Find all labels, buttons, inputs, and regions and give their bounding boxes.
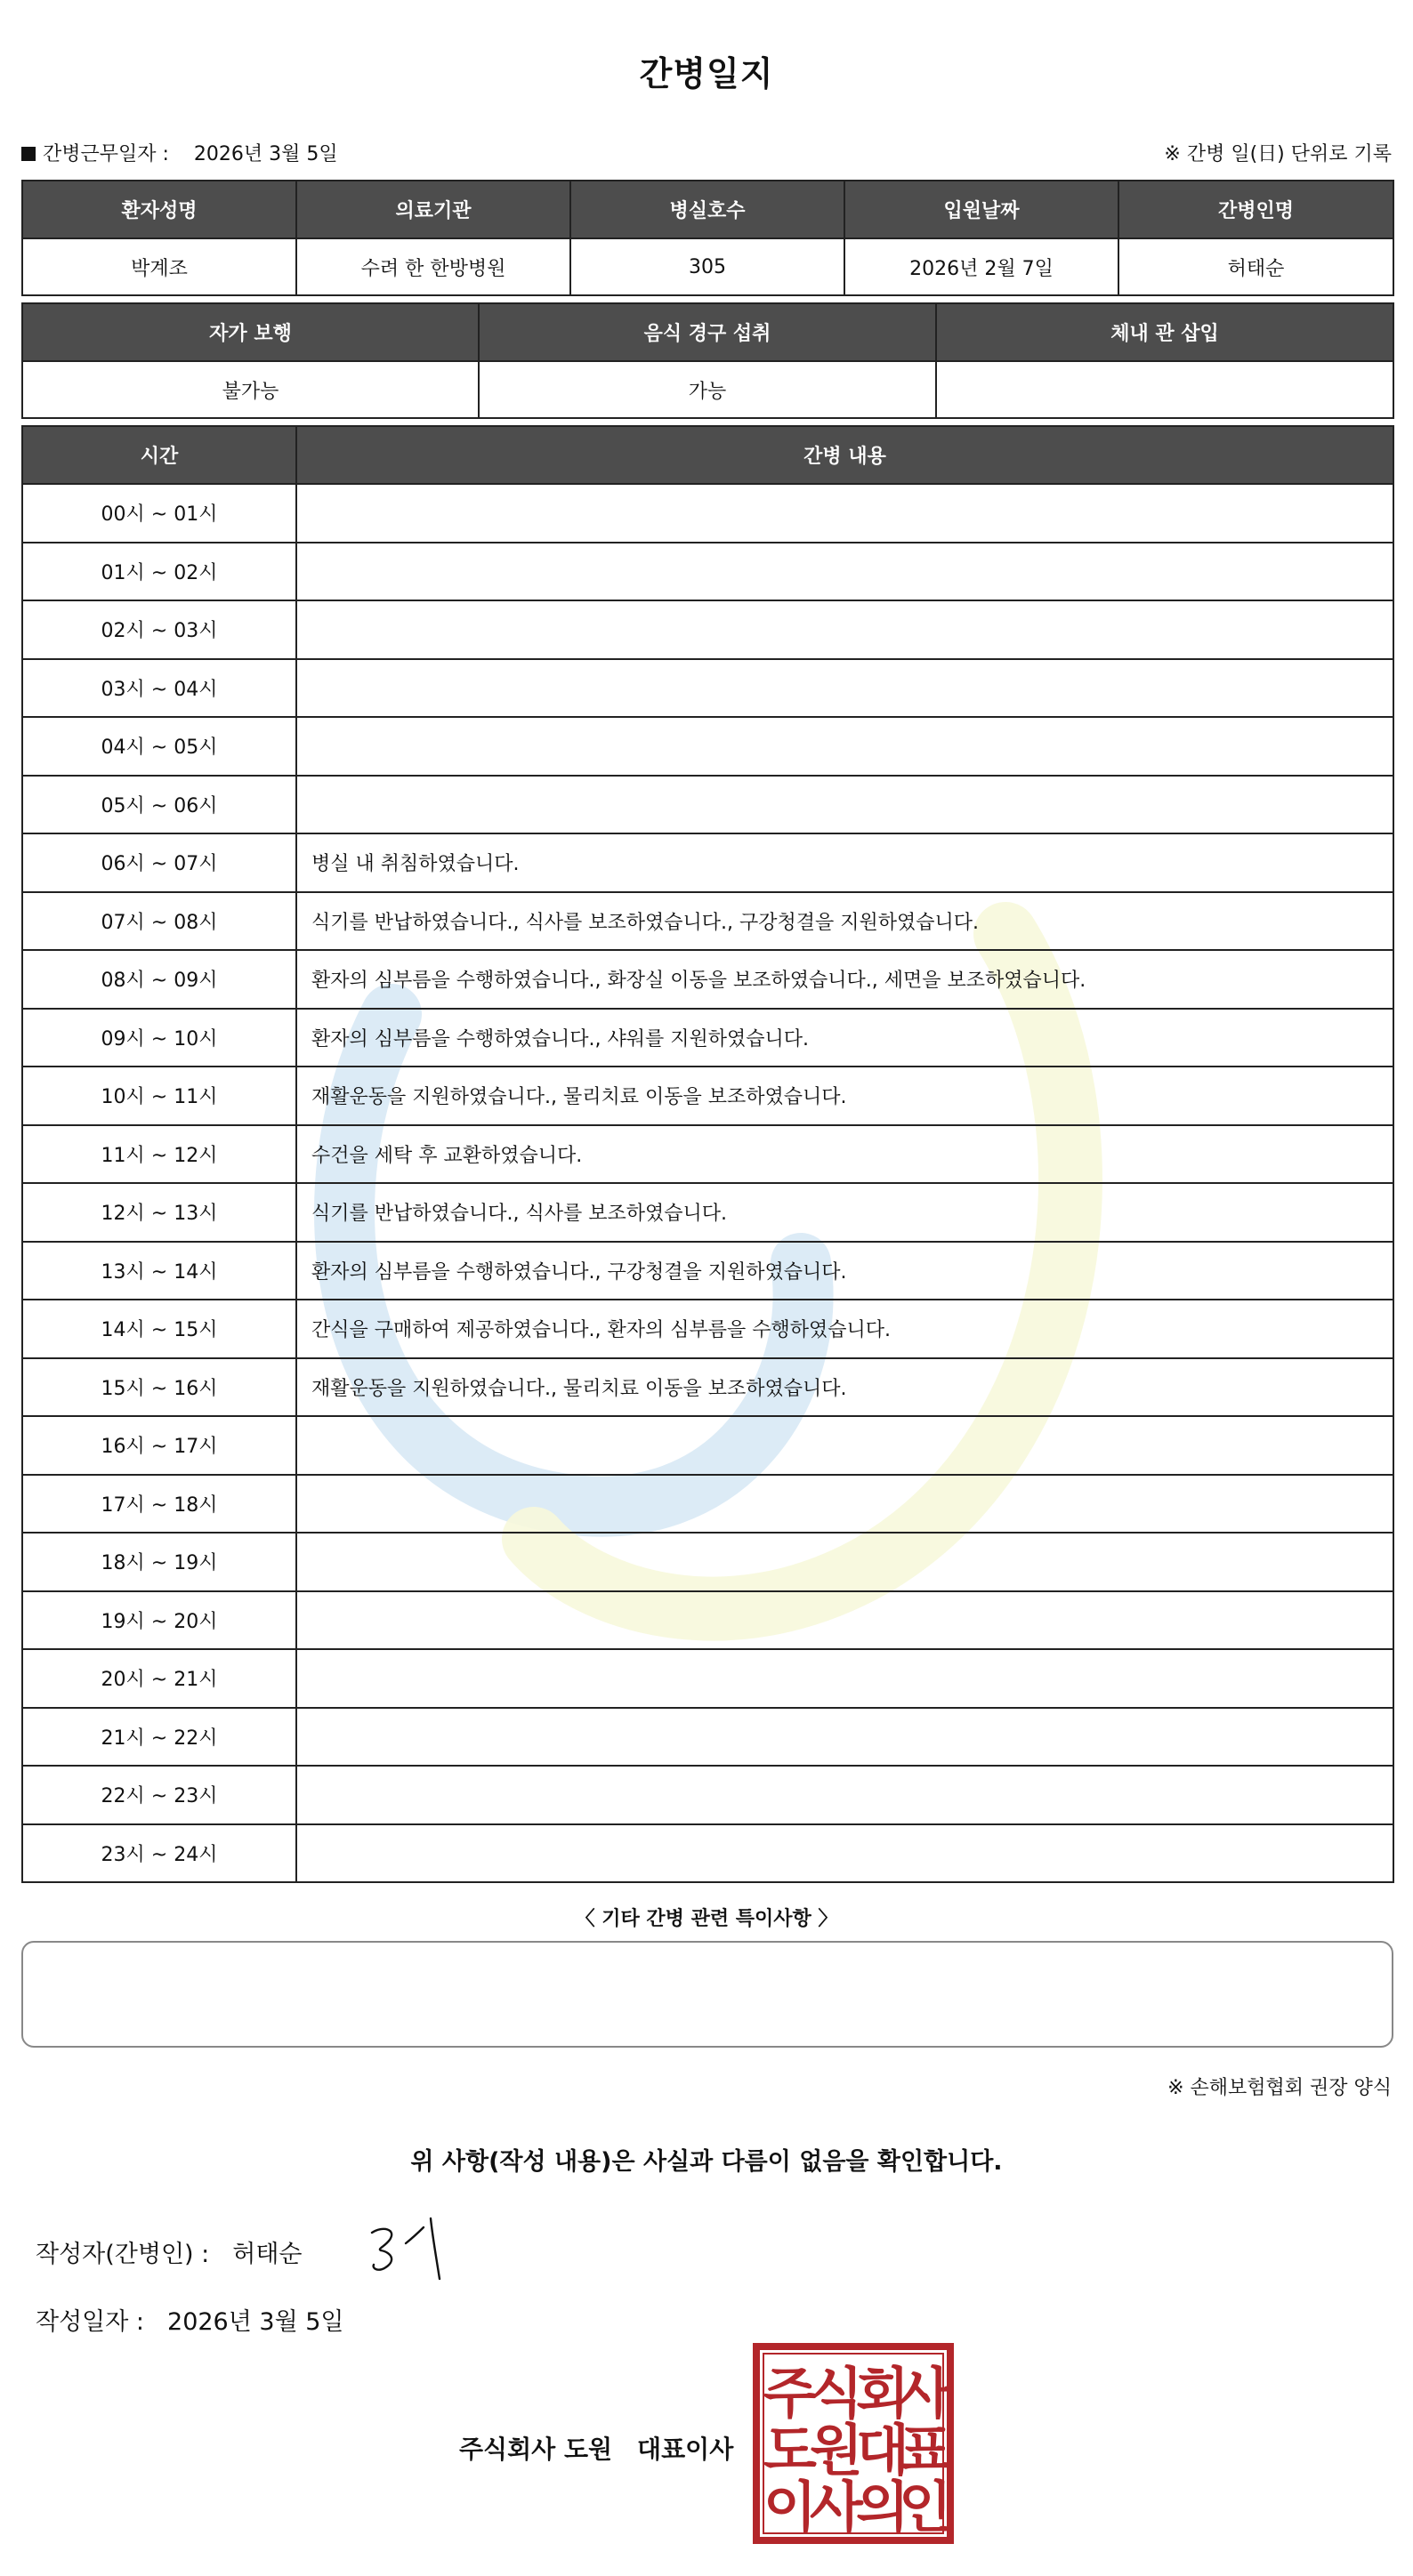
care-note — [296, 659, 1393, 718]
care-note: 병실 내 취침하였습니다. — [296, 833, 1393, 892]
header-patient-name: 환자성명 — [22, 181, 296, 238]
table-row — [22, 1591, 1393, 1650]
header-time: 시간 — [22, 426, 296, 484]
time-slot: 02시 ~ 03시 — [22, 600, 296, 659]
care-note — [296, 1766, 1393, 1824]
svg-text:대: 대 — [856, 2418, 909, 2483]
time-slot: 21시 ~ 22시 — [22, 1708, 296, 1767]
table-row — [22, 484, 1393, 543]
table-row — [22, 1242, 1393, 1300]
svg-text:표: 표 — [899, 2418, 952, 2483]
care-note: 환자의 심부름을 수행하였습니다., 샤워를 지원하였습니다. — [296, 1009, 1393, 1067]
table-row — [22, 1708, 1393, 1767]
svg-text:식: 식 — [810, 2361, 863, 2426]
table-row — [22, 1300, 1393, 1358]
table-row — [22, 950, 1393, 1009]
table-row — [22, 1416, 1393, 1475]
svg-text:회: 회 — [856, 2361, 909, 2426]
write-date-value: 2026년 3월 5일 — [167, 2308, 344, 2336]
time-slot: 01시 ~ 02시 — [22, 543, 296, 601]
header-oral-intake: 음식 경구 섭취 — [479, 303, 936, 361]
admission-date: 2026년 2월 7일 — [844, 238, 1118, 295]
table-row — [22, 1649, 1393, 1708]
care-note — [296, 1649, 1393, 1708]
time-slot: 17시 ~ 18시 — [22, 1475, 296, 1534]
write-date-line — [36, 2302, 344, 2337]
time-slot: 04시 ~ 05시 — [22, 717, 296, 776]
care-note — [296, 1824, 1393, 1883]
table-row — [22, 1183, 1393, 1242]
header-caregiver-name: 간병인명 — [1118, 181, 1393, 238]
hospital-name: 수려 한 한방병원 — [296, 238, 570, 295]
table-row — [22, 1766, 1393, 1824]
care-log-table — [21, 425, 1394, 1883]
time-slot: 22시 ~ 23시 — [22, 1766, 296, 1824]
patient-status-table — [21, 302, 1394, 419]
work-date-label: 간병근무일자 : — [43, 143, 169, 165]
table-row — [22, 717, 1393, 776]
work-date-value: 2026년 3월 5일 — [193, 143, 338, 165]
care-note — [296, 1591, 1393, 1650]
oral-intake-value: 가능 — [479, 361, 936, 418]
writer-line — [36, 2234, 303, 2269]
writer-name: 허태순 — [232, 2241, 303, 2268]
time-slot: 23시 ~ 24시 — [22, 1824, 296, 1883]
svg-text:사: 사 — [810, 2475, 863, 2540]
table-row — [22, 1009, 1393, 1067]
table-row — [22, 543, 1393, 601]
table-row — [22, 600, 1393, 659]
header-hospital: 의료기관 — [296, 181, 570, 238]
time-slot: 05시 ~ 06시 — [22, 776, 296, 834]
table-row — [22, 659, 1393, 718]
company-name: 주식회사 도원 — [459, 2435, 613, 2464]
table-row — [22, 1358, 1393, 1417]
time-slot: 06시 ~ 07시 — [22, 833, 296, 892]
caregiver-name: 허태순 — [1118, 238, 1393, 295]
daily-record-note: ※ 간병 일(日) 단위로 기록 — [1164, 143, 1392, 165]
care-note: 재활운동을 지원하였습니다., 물리치료 이동을 보조하였습니다. — [296, 1358, 1393, 1417]
care-note — [296, 717, 1393, 776]
time-slot: 07시 ~ 08시 — [22, 892, 296, 951]
patient-info-table — [21, 180, 1394, 296]
time-slot: 00시 ~ 01시 — [22, 484, 296, 543]
svg-text:인: 인 — [899, 2475, 952, 2540]
care-note: 식기를 반납하였습니다., 식사를 보조하였습니다. — [296, 1183, 1393, 1242]
svg-text:원: 원 — [810, 2418, 863, 2483]
care-note — [296, 1533, 1393, 1591]
writer-label: 작성자(간병인) : — [36, 2241, 210, 2268]
header-self-walking: 자가 보행 — [22, 303, 479, 361]
room-number: 305 — [570, 238, 844, 295]
care-note — [296, 1708, 1393, 1767]
time-slot: 09시 ~ 10시 — [22, 1009, 296, 1067]
time-slot: 19시 ~ 20시 — [22, 1591, 296, 1650]
company-seal — [753, 2343, 954, 2544]
svg-text:이: 이 — [763, 2475, 817, 2540]
time-slot: 10시 ~ 11시 — [22, 1067, 296, 1125]
handwritten-signature — [365, 2213, 454, 2284]
table-row — [22, 892, 1393, 951]
svg-text:사: 사 — [899, 2361, 952, 2426]
table-row — [22, 1475, 1393, 1534]
time-slot: 18시 ~ 19시 — [22, 1533, 296, 1591]
header-room-number: 병실호수 — [570, 181, 844, 238]
work-date-group — [21, 139, 338, 166]
time-slot: 20시 ~ 21시 — [22, 1649, 296, 1708]
tube-insertion-value — [936, 361, 1393, 418]
header-care-content: 간병 내용 — [296, 426, 1393, 484]
care-note — [296, 1416, 1393, 1475]
time-slot: 16시 ~ 17시 — [22, 1416, 296, 1475]
time-slot: 15시 ~ 16시 — [22, 1358, 296, 1417]
write-date-label: 작성일자 : — [36, 2308, 145, 2336]
care-note: 재활운동을 지원하였습니다., 물리치료 이동을 보조하였습니다. — [296, 1067, 1393, 1125]
care-note — [296, 543, 1393, 601]
time-slot: 03시 ~ 04시 — [22, 659, 296, 718]
work-date-line — [21, 139, 1392, 169]
svg-text:주: 주 — [763, 2361, 817, 2426]
time-slot: 12시 ~ 13시 — [22, 1183, 296, 1242]
confirmation-statement: 위 사항(작성 내용)은 사실과 다름이 없음을 확인합니다. — [410, 2148, 1003, 2176]
header-admission-date: 입원날짜 — [844, 181, 1118, 238]
document-title: 간병일지 — [639, 54, 774, 93]
table-row — [22, 776, 1393, 834]
svg-text:의: 의 — [856, 2475, 909, 2540]
care-note: 환자의 심부름을 수행하였습니다., 구강청결을 지원하였습니다. — [296, 1242, 1393, 1300]
remarks-title: 〈 기타 간병 관련 특이사항 〉 — [575, 1908, 838, 1930]
self-walking-value: 불가능 — [22, 361, 479, 418]
time-slot: 14시 ~ 15시 — [22, 1300, 296, 1358]
table-row — [22, 833, 1393, 892]
table-row — [22, 1125, 1393, 1184]
recommended-form-note: ※ 손해보험협회 권장 양식 — [1167, 2077, 1392, 2099]
time-slot: 11시 ~ 12시 — [22, 1125, 296, 1184]
care-note — [296, 1475, 1393, 1534]
care-note: 환자의 심부름을 수행하였습니다., 화장실 이동을 보조하였습니다., 세면을 보조하였습니다. — [296, 950, 1393, 1009]
care-note: 식기를 반납하였습니다., 식사를 보조하였습니다., 구강청결을 지원하였습니다. — [296, 892, 1393, 951]
care-note — [296, 776, 1393, 834]
company-line — [459, 2430, 733, 2466]
table-row — [22, 1533, 1393, 1591]
care-note: 수건을 세탁 후 교환하였습니다. — [296, 1125, 1393, 1184]
remarks-box — [21, 1941, 1393, 2048]
patient-name: 박계조 — [22, 238, 296, 295]
square-bullet-icon — [21, 147, 36, 161]
header-tube-insertion: 체내 관 삽입 — [936, 303, 1393, 361]
care-note — [296, 484, 1393, 543]
time-slot: 13시 ~ 14시 — [22, 1242, 296, 1300]
care-note — [296, 600, 1393, 659]
svg-text:도: 도 — [763, 2418, 817, 2483]
time-slot: 08시 ~ 09시 — [22, 950, 296, 1009]
table-row — [22, 1067, 1393, 1125]
ceo-title: 대표이사 — [637, 2435, 734, 2464]
care-note: 간식을 구매하여 제공하였습니다., 환자의 심부름을 수행하였습니다. — [296, 1300, 1393, 1358]
table-row — [22, 1824, 1393, 1883]
